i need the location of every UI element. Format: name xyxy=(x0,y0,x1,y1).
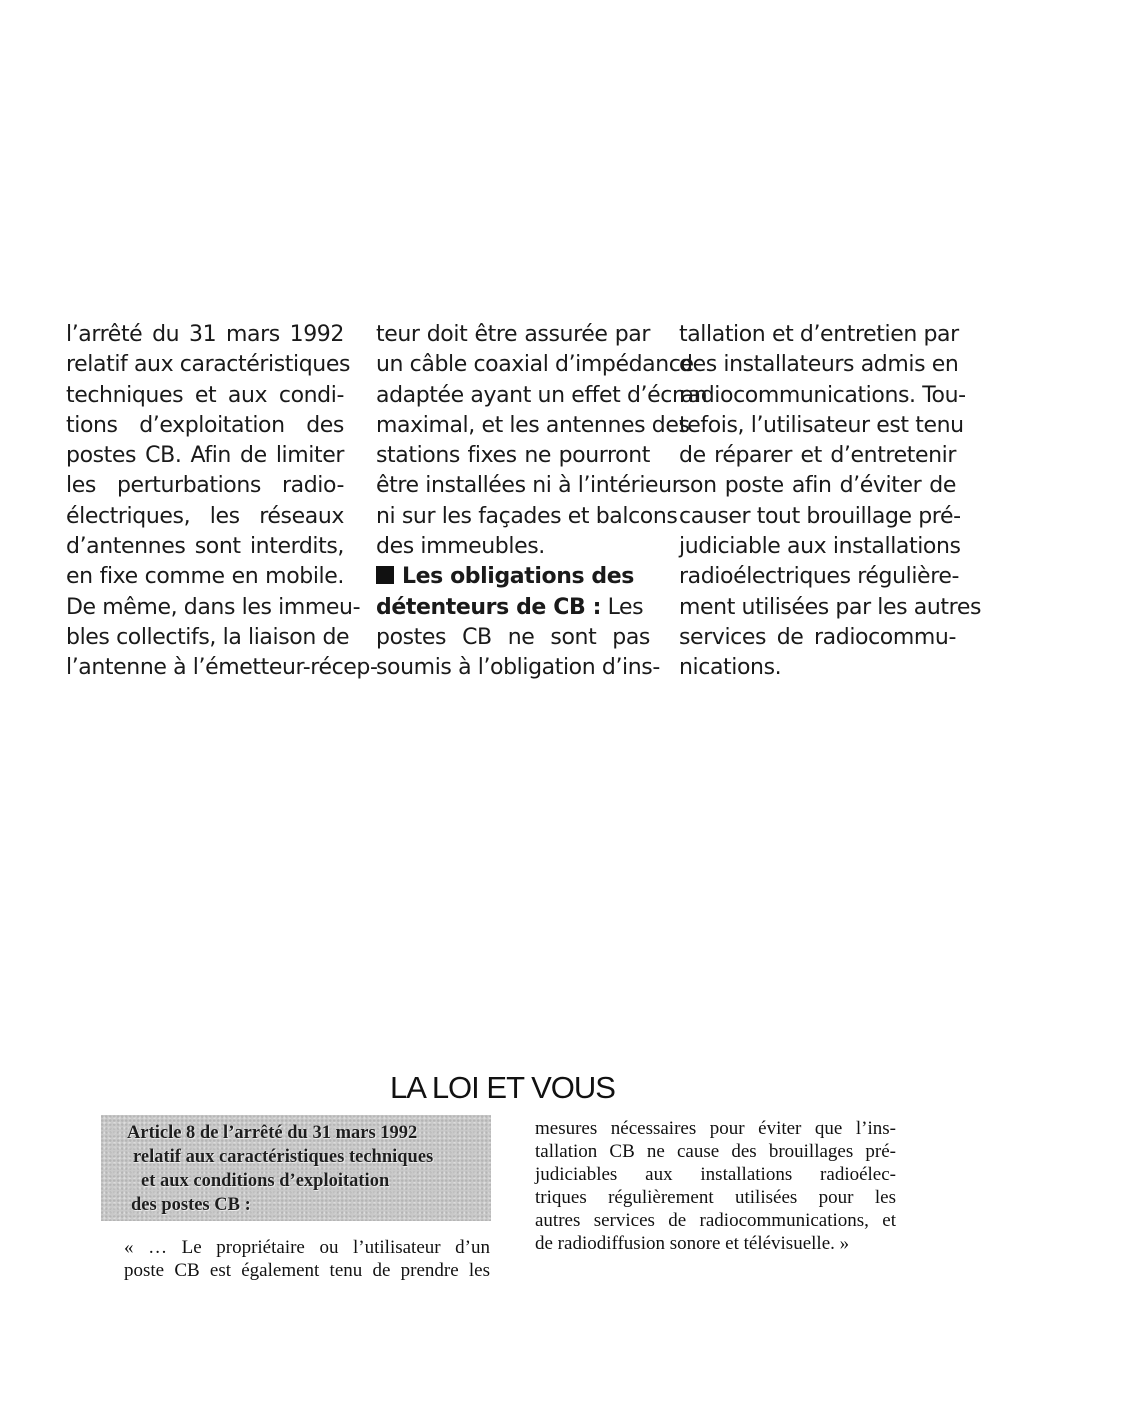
column-3-line: des installateurs admis en xyxy=(679,352,959,378)
section-heading-line-1: Les obligations des xyxy=(402,564,634,590)
column-2-line: maximal, et les antennes des xyxy=(376,412,690,438)
quote-line: poste CB est également tenu de prendre les xyxy=(124,1260,490,1281)
column-3-line: tallation et d’entretien par xyxy=(679,322,959,347)
article-column-1 xyxy=(66,320,378,684)
column-3-line: ment utilisées par les autres xyxy=(679,594,982,620)
bullet-square-icon xyxy=(376,566,394,584)
quote-line: judiciables aux installations radioélec- xyxy=(535,1164,896,1185)
column-2-line: adaptée ayant un effet d’écran xyxy=(376,382,708,408)
column-3-line: radiocommunications. Tou- xyxy=(679,382,966,408)
quote-line: « … Le propriétaire ou l’utilisateur d’un xyxy=(124,1237,490,1258)
law-quote-left xyxy=(124,1236,490,1282)
column-3-line: causer tout brouillage pré- xyxy=(679,503,961,529)
column-2-line: ni sur les façades et balcons xyxy=(376,503,678,529)
column-1-line: l’arrêté du 31 mars 1992 xyxy=(66,322,344,347)
column-2-line: stations fixes ne pourront xyxy=(376,443,650,469)
law-quote-right xyxy=(535,1117,896,1255)
column-3-line: nications. xyxy=(679,655,782,681)
article-heading-line: Article 8 de l’arrêté du 31 mars 1992 xyxy=(127,1123,418,1143)
article-heading-box xyxy=(101,1115,491,1221)
column-3-line: services de radiocommu- xyxy=(679,624,956,650)
column-2-line: soumis à l’obligation d’ins- xyxy=(376,655,660,681)
column-2-line: être installées ni à l’intérieur xyxy=(376,473,681,499)
quote-line: autres services de radiocommunications, et xyxy=(535,1210,896,1231)
column-1-line: l’antenne à l’émetteur-récep- xyxy=(66,655,378,681)
column-2-line: postes CB ne sont pas xyxy=(376,624,650,650)
column-2-line: des immeubles. xyxy=(376,534,545,560)
column-1-line: électriques, les réseaux xyxy=(66,503,344,529)
column-1-line: De même, dans les immeu- xyxy=(66,594,361,620)
article-column-2 xyxy=(376,320,708,684)
article-heading-line: des postes CB : xyxy=(131,1195,251,1215)
quote-line: de radiodiffusion sonore et télévisuelle. » xyxy=(535,1233,850,1254)
section-heading-line-2: détenteurs de CB : xyxy=(376,594,601,620)
column-2-line: teur doit être assurée par xyxy=(376,322,650,347)
column-3-line: tefois, l’utilisateur est tenu xyxy=(679,412,964,438)
column-1-line: techniques et aux condi- xyxy=(66,382,344,408)
quote-line: triques régulièrement utilisées pour les xyxy=(535,1187,896,1208)
column-3-line: de réparer et d’entretenir xyxy=(679,443,956,469)
law-section-title: LA LOI ET VOUS xyxy=(390,1070,615,1105)
column-1-line: tions d’exploitation des xyxy=(66,412,344,438)
column-1-line: postes CB. Afin de limiter xyxy=(66,443,344,469)
section-heading-line-2-rest: Les xyxy=(600,594,644,620)
column-3-line: judiciable aux installations xyxy=(679,534,961,560)
column-1-line: les perturbations radio- xyxy=(66,473,344,499)
quote-line: mesures nécessaires pour éviter que l’ins- xyxy=(535,1118,896,1139)
article-heading-line: relatif aux caractéristiques techniques xyxy=(133,1147,434,1167)
column-1-line: bles collectifs, la liaison de xyxy=(66,624,350,650)
column-3-line: radioélectriques régulière- xyxy=(679,564,960,590)
column-3-line: son poste afin d’éviter de xyxy=(679,473,956,499)
article-heading-line: et aux conditions d’exploitation xyxy=(141,1171,390,1191)
column-1-line: en fixe comme en mobile. xyxy=(66,564,344,590)
column-1-line: relatif aux caractéristiques xyxy=(66,352,351,378)
section-heading-continuation xyxy=(376,593,650,623)
column-1-line: d’antennes sont interdits, xyxy=(66,534,344,560)
article-column-3 xyxy=(679,320,982,684)
section-heading xyxy=(376,562,650,592)
quote-line: tallation CB ne cause des brouillages pré- xyxy=(535,1141,896,1162)
column-2-line: un câble coaxial d’impédance xyxy=(376,352,694,378)
